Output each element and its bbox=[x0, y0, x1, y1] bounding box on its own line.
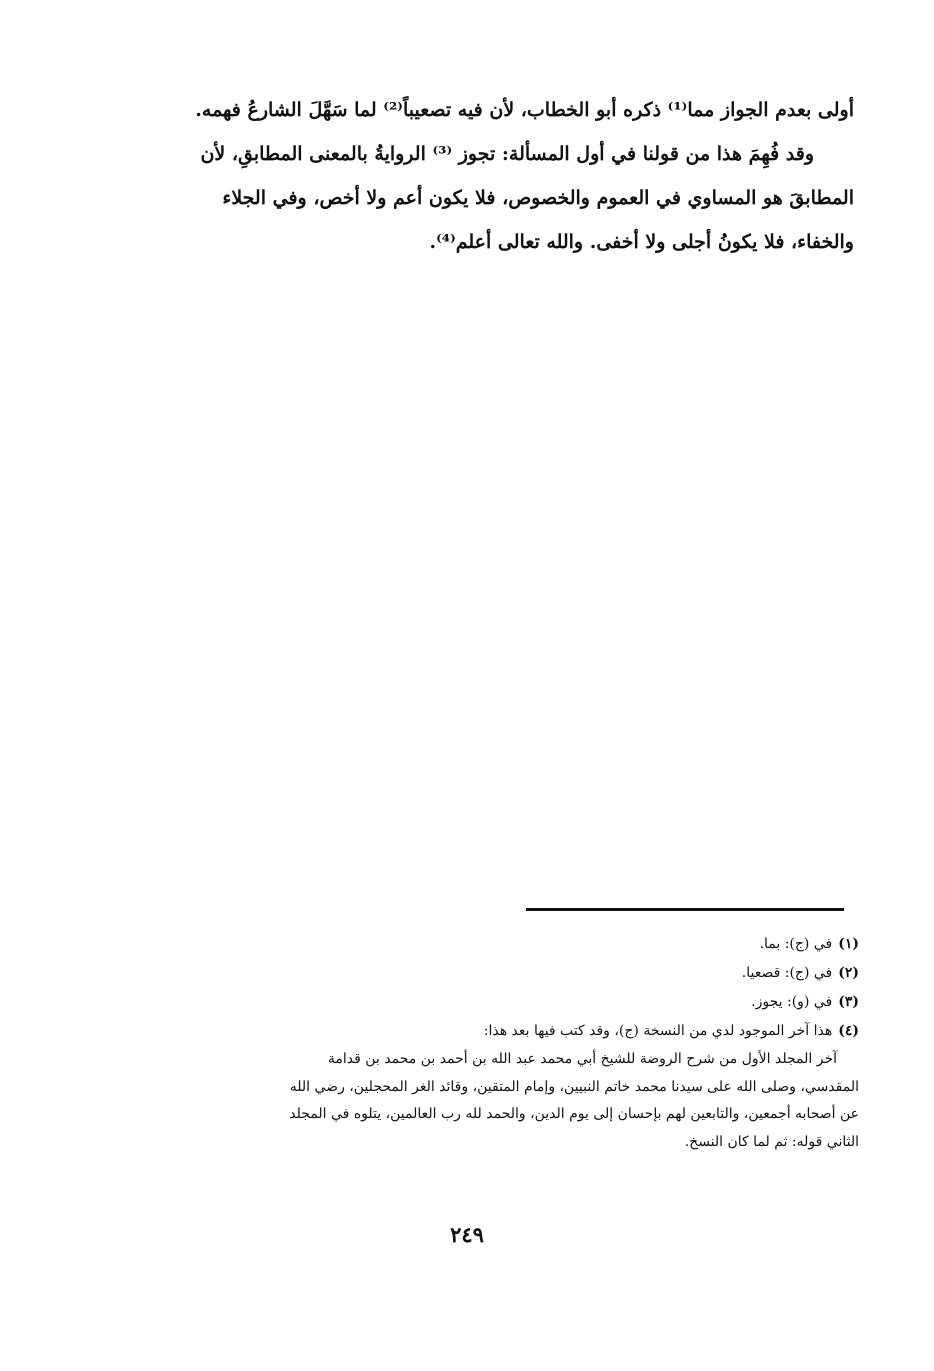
footnote-text: في (ج): بما. bbox=[759, 936, 833, 952]
footnote-number: (١) bbox=[838, 936, 859, 952]
footnote-number: (٣) bbox=[838, 994, 859, 1010]
main-text-line: والخفاء، فلا يكونُ أجلى ولا أخفى. والله تعالى أعلم⁽⁴⁾. bbox=[429, 231, 854, 253]
footnote-continuation-line: الثاني قوله: ثم لما كان النسخ. bbox=[684, 1133, 859, 1150]
footnote-text: في (و): يجوز. bbox=[751, 994, 833, 1010]
main-text-line: المطابقَ هو المساوي في العموم والخصوص، فلا يكون أعم ولا أخص، وفي الجلاء bbox=[222, 187, 854, 209]
footnote-item bbox=[89, 1017, 859, 1046]
main-text-block bbox=[79, 88, 854, 264]
page-number: ٢٤٩ bbox=[450, 1222, 484, 1247]
footnote-continuation-line: آخر المجلد الأول من شرح الروضة للشيخ أبي محمد عبد الله بن أحمد بن محمد بن قدامة bbox=[327, 1051, 837, 1067]
footnote-continuation-line: عن أصحابه أجمعين، والتابعين لهم بإحسان إلى يوم الدين، والحمد لله رب العالمين، يتلوه في المجلد bbox=[289, 1106, 859, 1122]
footnote-item bbox=[89, 959, 859, 988]
footnote-separator bbox=[526, 908, 844, 911]
footnote-continuation-line: المقدسي، وصلى الله على سيدنا محمد خاتم النبيين، وإمام المتقين، وقائد الغر المحجلين، رضي الله bbox=[289, 1078, 859, 1095]
main-text-line: أولى بعدم الجواز مما⁽¹⁾ ذكره أبو الخطاب، لأن فيه تصعيباً⁽²⁾ لما سَهَّلَ الشارعُ فهمه. bbox=[195, 99, 854, 121]
footnote-number: (٢) bbox=[838, 965, 859, 981]
footnote-number: (٤) bbox=[838, 1023, 859, 1039]
footnote-item bbox=[89, 988, 859, 1017]
footnote-item bbox=[89, 930, 859, 959]
footnotes-block bbox=[89, 930, 859, 1156]
footnote-text: في (ج): قصعيا. bbox=[741, 965, 833, 981]
footnote-text: هذا آخر الموجود لدي من النسخة (ج)، وقد كتب فيها بعد هذا: bbox=[483, 1023, 833, 1039]
main-text-line: وقد فُهِمَ هذا من قولنا في أول المسألة: تجوز ⁽³⁾ الروايةُ بالمعنى المطابقِ، لأن bbox=[200, 143, 814, 165]
